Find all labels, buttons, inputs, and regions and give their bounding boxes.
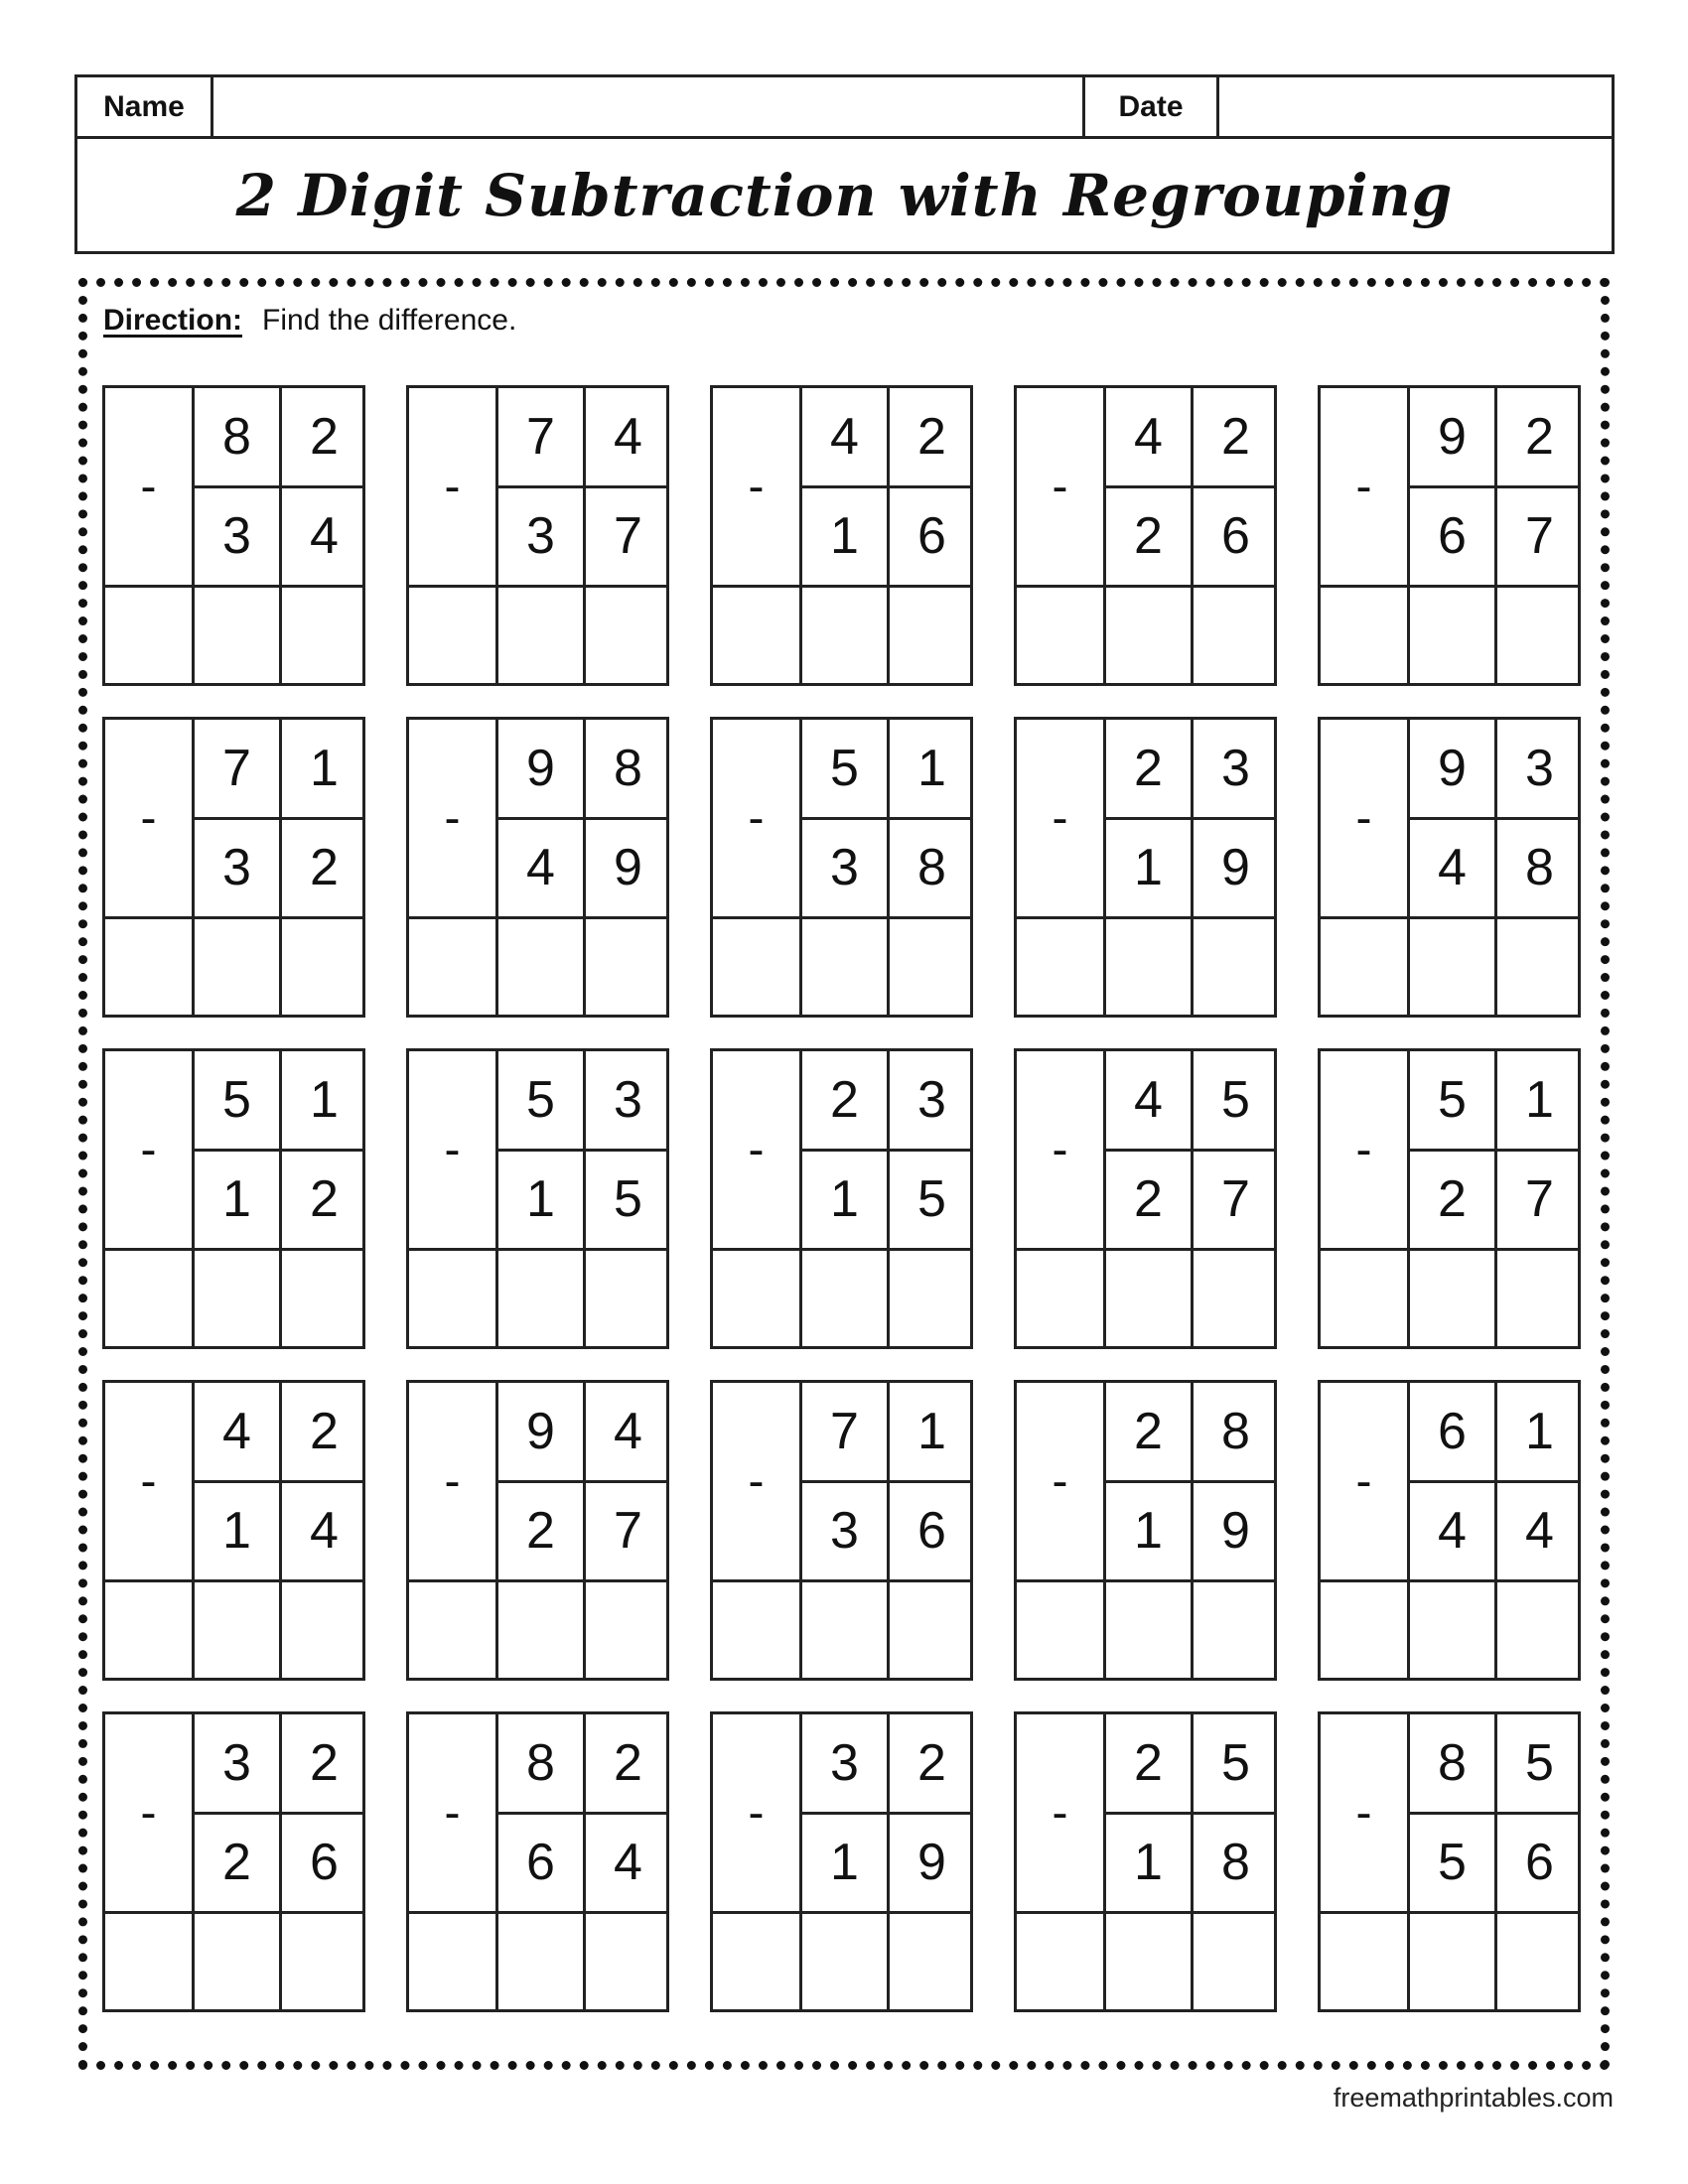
minuend-digit: 1 [310, 1071, 339, 1129]
minuend-digit: 8 [614, 740, 642, 797]
answer-cell[interactable] [1106, 588, 1191, 683]
problem-box [710, 385, 973, 686]
minuend-digit: 1 [1525, 1071, 1554, 1129]
answer-cell[interactable] [713, 1582, 799, 1678]
subtrahend-digit: 6 [310, 1834, 339, 1891]
problem-box [1014, 1048, 1277, 1349]
answer-cell[interactable] [498, 919, 583, 1015]
answer-cell[interactable] [1106, 919, 1191, 1015]
answer-cell[interactable] [195, 919, 279, 1015]
answer-cell[interactable] [1321, 919, 1407, 1015]
minuend-digit: 5 [222, 1071, 251, 1129]
answer-cell[interactable] [1321, 1251, 1407, 1346]
subtrahend-digit: 5 [614, 1170, 642, 1228]
answer-cell[interactable] [195, 1251, 279, 1346]
minuend-digit: 5 [526, 1071, 555, 1129]
direction-text: Find the difference. [262, 304, 517, 337]
minus-sign: - [140, 1455, 157, 1508]
answer-cell[interactable] [713, 588, 799, 683]
answer-cell[interactable] [890, 1251, 974, 1346]
problem-box [1318, 1380, 1581, 1681]
minuend-digit: 9 [1438, 408, 1467, 466]
answer-cell[interactable] [1194, 1582, 1278, 1678]
answer-cell[interactable] [282, 1582, 366, 1678]
answer-cell[interactable] [802, 588, 887, 683]
minuend-digit: 3 [1525, 740, 1554, 797]
answer-cell[interactable] [713, 1914, 799, 2009]
answer-cell[interactable] [1321, 588, 1407, 683]
subtrahend-digit: 6 [1525, 1834, 1554, 1891]
subtrahend-digit: 2 [222, 1834, 251, 1891]
minus-sign: - [748, 1124, 765, 1176]
minuend-digit: 5 [830, 740, 859, 797]
answer-cell[interactable] [1497, 1914, 1582, 2009]
subtrahend-digit: 1 [1134, 1834, 1163, 1891]
minuend-digit: 4 [222, 1403, 251, 1460]
problem-box [406, 1711, 669, 2012]
answer-cell[interactable] [1194, 1251, 1278, 1346]
answer-cell[interactable] [1497, 1582, 1582, 1678]
answer-cell[interactable] [1194, 588, 1278, 683]
answer-cell[interactable] [1410, 1582, 1494, 1678]
subtrahend-digit: 1 [1134, 1502, 1163, 1560]
answer-cell[interactable] [195, 1914, 279, 2009]
answer-cell[interactable] [1017, 588, 1103, 683]
minuend-digit: 1 [310, 740, 339, 797]
minuend-digit: 1 [917, 1403, 946, 1460]
answer-cell[interactable] [1106, 1251, 1191, 1346]
minuend-digit: 2 [830, 1071, 859, 1129]
subtrahend-digit: 9 [917, 1834, 946, 1891]
minuend-digit: 7 [526, 408, 555, 466]
answer-cell[interactable] [586, 1582, 670, 1678]
problem-box [102, 385, 365, 686]
answer-cell[interactable] [409, 588, 495, 683]
answer-cell[interactable] [802, 1582, 887, 1678]
minuend-digit: 9 [526, 1403, 555, 1460]
minuend-digit: 2 [1134, 740, 1163, 797]
minuend-digit: 2 [310, 1403, 339, 1460]
subtrahend-digit: 7 [614, 1502, 642, 1560]
minuend-digit: 9 [526, 740, 555, 797]
minuend-digit: 2 [917, 408, 946, 466]
subtrahend-digit: 8 [917, 839, 946, 896]
minuend-digit: 8 [1221, 1403, 1250, 1460]
answer-cell[interactable] [586, 588, 670, 683]
problem-box [406, 1048, 669, 1349]
minus-sign: - [748, 1787, 765, 1840]
minus-sign: - [444, 1787, 461, 1840]
subtrahend-digit: 8 [1525, 839, 1554, 896]
answer-cell[interactable] [1017, 919, 1103, 1015]
minus-sign: - [140, 792, 157, 845]
problem-box [1014, 385, 1277, 686]
problem-box [1014, 1380, 1277, 1681]
date-label: Date [1085, 77, 1219, 136]
problem-box [1014, 1711, 1277, 2012]
minuend-digit: 3 [917, 1071, 946, 1129]
minuend-digit: 4 [614, 1403, 642, 1460]
minuend-digit: 2 [614, 1734, 642, 1792]
answer-cell[interactable] [802, 1914, 887, 2009]
minuend-digit: 2 [310, 408, 339, 466]
answer-cell[interactable] [1106, 1914, 1191, 2009]
answer-cell[interactable] [195, 588, 279, 683]
minus-sign: - [444, 461, 461, 513]
answer-cell[interactable] [498, 1914, 583, 2009]
minuend-digit: 2 [310, 1734, 339, 1792]
minuend-digit: 5 [1438, 1071, 1467, 1129]
minuend-digit: 3 [1221, 740, 1250, 797]
minus-sign: - [140, 461, 157, 513]
answer-cell[interactable] [105, 1582, 192, 1678]
answer-cell[interactable] [1410, 919, 1494, 1015]
minus-sign: - [1052, 792, 1068, 845]
minuend-digit: 2 [917, 1734, 946, 1792]
subtrahend-digit: 1 [830, 1834, 859, 1891]
subtrahend-digit: 1 [1134, 839, 1163, 896]
minus-sign: - [1052, 1124, 1068, 1176]
minuend-digit: 5 [1221, 1734, 1250, 1792]
answer-cell[interactable] [1194, 919, 1278, 1015]
subtrahend-digit: 8 [1221, 1834, 1250, 1891]
subtrahend-digit: 2 [310, 839, 339, 896]
problem-box [710, 1711, 973, 2012]
subtrahend-digit: 4 [1438, 839, 1467, 896]
minus-sign: - [748, 792, 765, 845]
minus-sign: - [140, 1124, 157, 1176]
subtrahend-digit: 6 [917, 1502, 946, 1560]
subtrahend-digit: 4 [614, 1834, 642, 1891]
subtrahend-digit: 2 [1134, 1170, 1163, 1228]
worksheet-title: 2 Digit Subtraction with Regrouping [235, 161, 1454, 229]
minuend-digit: 2 [1134, 1734, 1163, 1792]
name-label: Name [77, 77, 213, 136]
answer-cell[interactable] [1106, 1582, 1191, 1678]
answer-cell[interactable] [890, 1914, 974, 2009]
minus-sign: - [444, 1455, 461, 1508]
problem-box [710, 1380, 973, 1681]
subtrahend-digit: 2 [310, 1170, 339, 1228]
answer-cell[interactable] [105, 919, 192, 1015]
subtrahend-digit: 4 [1525, 1502, 1554, 1560]
minuend-digit: 4 [614, 408, 642, 466]
answer-cell[interactable] [713, 1251, 799, 1346]
minus-sign: - [1355, 1124, 1372, 1176]
answer-cell[interactable] [1497, 919, 1582, 1015]
minuend-digit: 2 [1221, 408, 1250, 466]
subtrahend-digit: 5 [917, 1170, 946, 1228]
subtrahend-digit: 4 [310, 1502, 339, 1560]
minus-sign: - [1052, 1787, 1068, 1840]
problem-box [710, 1048, 973, 1349]
minuend-digit: 4 [1134, 1071, 1163, 1129]
subtrahend-digit: 3 [830, 839, 859, 896]
subtrahend-digit: 3 [222, 839, 251, 896]
minuend-digit: 5 [1221, 1071, 1250, 1129]
answer-cell[interactable] [105, 588, 192, 683]
subtrahend-digit: 1 [526, 1170, 555, 1228]
answer-cell[interactable] [195, 1582, 279, 1678]
minus-sign: - [1355, 1787, 1372, 1840]
problem-box [406, 717, 669, 1018]
answer-cell[interactable] [1410, 1914, 1494, 2009]
subtrahend-digit: 1 [830, 507, 859, 565]
subtrahend-digit: 1 [222, 1170, 251, 1228]
minuend-digit: 3 [830, 1734, 859, 1792]
direction-label: Direction: [103, 304, 243, 337]
answer-cell[interactable] [586, 1914, 670, 2009]
footer-site: freemathprintables.com [1333, 2083, 1614, 2113]
minuend-digit: 3 [614, 1071, 642, 1129]
subtrahend-digit: 2 [526, 1502, 555, 1560]
minuend-digit: 7 [830, 1403, 859, 1460]
answer-cell[interactable] [282, 919, 366, 1015]
subtrahend-digit: 3 [526, 507, 555, 565]
problem-box [102, 1711, 365, 2012]
minus-sign: - [1355, 1455, 1372, 1508]
subtrahend-digit: 9 [1221, 1502, 1250, 1560]
answer-cell[interactable] [105, 1914, 192, 2009]
answer-cell[interactable] [1017, 1914, 1103, 2009]
minus-sign: - [1052, 461, 1068, 513]
subtrahend-digit: 1 [830, 1170, 859, 1228]
answer-cell[interactable] [890, 919, 974, 1015]
answer-cell[interactable] [1321, 1914, 1407, 2009]
answer-cell[interactable] [586, 1251, 670, 1346]
subtrahend-digit: 1 [222, 1502, 251, 1560]
subtrahend-digit: 5 [1438, 1834, 1467, 1891]
answer-cell[interactable] [713, 919, 799, 1015]
answer-cell[interactable] [1497, 1251, 1582, 1346]
answer-cell[interactable] [409, 1251, 495, 1346]
subtrahend-digit: 6 [526, 1834, 555, 1891]
subtrahend-digit: 7 [614, 507, 642, 565]
subtrahend-digit: 7 [1525, 1170, 1554, 1228]
answer-cell[interactable] [1410, 588, 1494, 683]
minus-sign: - [1052, 1455, 1068, 1508]
minuend-digit: 1 [917, 740, 946, 797]
answer-cell[interactable] [1017, 1582, 1103, 1678]
minuend-digit: 2 [1134, 1403, 1163, 1460]
answer-cell[interactable] [890, 588, 974, 683]
subtrahend-digit: 3 [222, 507, 251, 565]
answer-cell[interactable] [586, 919, 670, 1015]
answer-cell[interactable] [498, 1251, 583, 1346]
minus-sign: - [1355, 792, 1372, 845]
problem-box [102, 717, 365, 1018]
minuend-digit: 2 [1525, 408, 1554, 466]
answer-cell[interactable] [409, 919, 495, 1015]
subtrahend-digit: 4 [526, 839, 555, 896]
answer-cell[interactable] [1321, 1582, 1407, 1678]
subtrahend-digit: 4 [1438, 1502, 1467, 1560]
answer-cell[interactable] [498, 1582, 583, 1678]
answer-cell[interactable] [409, 1914, 495, 2009]
subtrahend-digit: 9 [1221, 839, 1250, 896]
subtrahend-digit: 6 [1438, 507, 1467, 565]
problem-box [1318, 1711, 1581, 2012]
minuend-digit: 7 [222, 740, 251, 797]
answer-cell[interactable] [409, 1582, 495, 1678]
subtrahend-digit: 3 [830, 1502, 859, 1560]
minuend-digit: 3 [222, 1734, 251, 1792]
minuend-digit: 9 [1438, 740, 1467, 797]
minuend-digit: 5 [1525, 1734, 1554, 1792]
minus-sign: - [140, 1787, 157, 1840]
problem-box [1318, 717, 1581, 1018]
problem-box [406, 385, 669, 686]
subtrahend-digit: 9 [614, 839, 642, 896]
answer-cell[interactable] [282, 1914, 366, 2009]
subtrahend-digit: 4 [310, 507, 339, 565]
subtrahend-digit: 7 [1525, 507, 1554, 565]
problem-box [102, 1048, 365, 1349]
minus-sign: - [444, 1124, 461, 1176]
minus-sign: - [748, 1455, 765, 1508]
answer-cell[interactable] [1194, 1914, 1278, 2009]
subtrahend-digit: 6 [1221, 507, 1250, 565]
minuend-digit: 4 [830, 408, 859, 466]
minus-sign: - [1355, 461, 1372, 513]
minuend-digit: 4 [1134, 408, 1163, 466]
minuend-digit: 6 [1438, 1403, 1467, 1460]
minus-sign: - [444, 792, 461, 845]
answer-cell[interactable] [498, 588, 583, 683]
minuend-digit: 1 [1525, 1403, 1554, 1460]
answer-cell[interactable] [802, 919, 887, 1015]
answer-cell[interactable] [802, 1251, 887, 1346]
subtrahend-digit: 7 [1221, 1170, 1250, 1228]
subtrahend-digit: 2 [1438, 1170, 1467, 1228]
answer-cell[interactable] [1017, 1251, 1103, 1346]
answer-cell[interactable] [1497, 588, 1582, 683]
problem-box [406, 1380, 669, 1681]
problem-box [1318, 385, 1581, 686]
answer-cell[interactable] [282, 1251, 366, 1346]
minus-sign: - [748, 461, 765, 513]
answer-cell[interactable] [890, 1582, 974, 1678]
answer-cell[interactable] [1410, 1251, 1494, 1346]
answer-cell[interactable] [105, 1251, 192, 1346]
problem-box [710, 717, 973, 1018]
minuend-digit: 8 [222, 408, 251, 466]
problem-box [102, 1380, 365, 1681]
problem-box [1014, 717, 1277, 1018]
problem-box [1318, 1048, 1581, 1349]
subtrahend-digit: 6 [917, 507, 946, 565]
minuend-digit: 8 [1438, 1734, 1467, 1792]
subtrahend-digit: 2 [1134, 507, 1163, 565]
minuend-digit: 8 [526, 1734, 555, 1792]
answer-cell[interactable] [282, 588, 366, 683]
